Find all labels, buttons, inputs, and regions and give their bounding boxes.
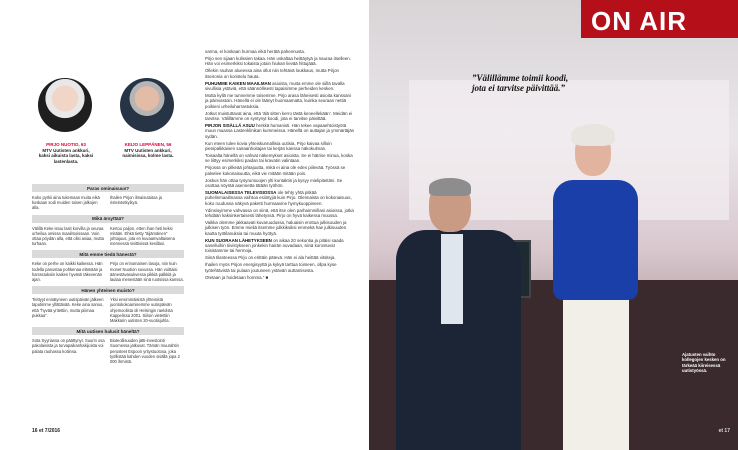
paragraph-lead: PUHUMME KAIKEN MAAILMAN <box>205 80 271 86</box>
answers-1 <box>32 195 184 211</box>
answer-2-keijo: Kertoo paljon, etten ihan heti keksi mitään. Ehkä tietty ”äijämäinen” johtajuus, jota en kuvaamvaltaisena mennessä sivittisissä kesillasi. <box>110 225 175 247</box>
photo-page <box>369 0 738 450</box>
portrait-pirjo <box>38 78 92 132</box>
person1-desc: MTV Uutisten ankkuri, kaksi aikuista lasta, kaksi lastenlasta. <box>38 147 94 164</box>
photo-pirjo <box>539 120 659 450</box>
paragraph-text: Pirjo sen sijaan kulissien takaa. Hän uskaltaa heittäytyä ja nauraa itselleen. Hän voi esimerkiksi tokaista jotain hiukan lievää hittujäää. <box>205 55 351 67</box>
paragraph-text: Siinä tilanteessa Pirjo on erittäin pätevä. Hän ei ala heittää vitsiteja. <box>205 255 336 261</box>
answers-4 <box>32 297 184 323</box>
answers-2 <box>32 226 184 247</box>
on-air-text: ON AIR <box>591 6 688 36</box>
paragraph-text: Ollekin rauhan alueessa aina ollut niin tehtävä loukkaus, mutta Pirjon itseironia on koristelu hauta. <box>205 68 339 79</box>
article-paragraph <box>205 220 355 236</box>
paragraph-lead: KUN SUORAAN LÄHETYKSEEN <box>205 237 272 243</box>
question-5: Mitä uutisen halusit häneltä? <box>32 327 184 335</box>
answer-2-pirjo: Välillä Keke istuu lasit korvilla ja seuraa urheilua omissa maailmoissaan. Voin ottaa pöydän alla, että olisi asiaa, mutta turhaan. <box>32 225 104 247</box>
qa-section <box>32 180 184 364</box>
article-paragraph <box>205 93 355 109</box>
article-paragraph <box>205 275 355 280</box>
answer-3-pirjo: Keke on perhe on kaikki kaikessa. Hän todella panostaa pohkenaa elämään ja harrastuksiin kaiken hyvästi täkevenän ajan. <box>32 261 103 283</box>
article-paragraph <box>205 68 355 79</box>
question-1: Paras ominaisuus? <box>32 184 184 192</box>
article-paragraph <box>205 123 355 139</box>
article-paragraph <box>205 49 355 54</box>
answers-3 <box>32 261 184 282</box>
article-paragraph <box>205 208 355 219</box>
article-paragraph <box>205 111 355 122</box>
pull-quote: ”Välillämme toimii koodi, jota ei tarvitse päivittää.” <box>472 73 569 93</box>
person2-desc: MTV Uutisten ankkuri, naimisissa, kolme lasta. <box>122 147 174 158</box>
person1-caption <box>38 142 94 164</box>
paragraph-text: Pirjossa on pilkeää johtajuutta, mikä ei aina ole edes piilevää. Työssä se palvelee kokonaisuutta, eikä vie mitään mitään pois. <box>205 165 346 176</box>
article-paragraph <box>205 56 355 67</box>
question-4: Hänen yhteinen muisto? <box>32 286 184 294</box>
question-3: Mitä emme tiedä hänestä? <box>32 250 184 258</box>
answers-5 <box>32 338 184 364</box>
person2-caption <box>120 142 176 159</box>
article-paragraph <box>205 81 355 92</box>
answer-3-keijo: Pirjo on erinomainen lasoja, niin kuin monet Nuotion suvussa. Hän voittaisi äänestävasukvessa pikkiä palkkiä ja laulaa menestään sinä ruotsissa kanssa. <box>110 261 184 283</box>
answer-4-keijo: Yksi ensimmäisistä yhteisistä juontokokoamisemme uutispäivän ohjemoolista oli Helsingin raelolsta Kappelissa 2001. Siiloin vietettiin Makkarin uutisten 20-vuotisjuhla. <box>110 297 173 324</box>
article-paragraph <box>205 178 355 189</box>
paragraph-text: varma, ei koskaan hurmaa eikä herätä pahennusta. <box>205 49 306 54</box>
answer-5-keijo: Bioteollisuuden jätti-investointi Suomessa jatkuvat. Tämän muurahtin perusteet Espoon yritystuotosa, joka työllistää kahden vuoden sisällä jopa 2 000 ihmistä. <box>110 338 180 365</box>
paragraph-lead: SUOMALAISESSA TELEVISIOSSA <box>205 189 277 195</box>
on-air-sign <box>581 0 738 38</box>
paragraph-lead: PIRJON SISÄLLÄ ASUU <box>205 122 255 128</box>
page-number-left: 16 <box>32 428 38 434</box>
article-paragraph <box>205 141 355 152</box>
right-folio: et 17 <box>718 428 730 434</box>
paragraph-text: Otetaan ja hoidetaan homma.” ■ <box>205 274 269 280</box>
paragraph-text: Jotkut muistuttavat aina, että ’älä sitten kerro tästä keneellekään’. Meidän ei tarvitse. Välillämme on syntynyt koodi, jota ei tarvitse päivittää. <box>205 110 353 121</box>
paragraph-text: Vaikka olemme jakkaavati kuvaruudussa, haluaisin erottua julkisuuden ja julkisen työn. Emme mieliä itsemme julkkiksiksi emmekä hae julkisuuden kautta työtilanuksia tai muuta hyötyä. <box>205 219 347 236</box>
paragraph-text: Kun eteen tulee kovia yhteiskunnallisia uutisia, Pirjo kaivaa silloin pienipalkkaisen sairaanhoitajan tai kerjän kanssa näkokulman. <box>205 140 332 151</box>
paragraph-text: Mutta kyllä me tunnemme toisemme. Pirjo arasa läheisesti asioita kanssani ja päinvastoin. Hänellä ei ole läänyt huomaamatta, kuinka seuraan nettiä poikieni urheiluharrastuksia. <box>205 92 351 109</box>
issue-number-left: 7/2016 <box>44 428 61 434</box>
paragraph-text: Ydinsisyimme vahvassa on siinä, että itse olen parhaimmillani asioissa, jotka tehdään kaksinkertaisesti lähetyssä. Pirjo on hyvä kaikessa muussa. <box>205 207 354 218</box>
paragraph-text: herkkä humanisti. Hän tekee vapaaehtoistyötä muun muassa Lastenklinikan kummeissa. Hänellä on auttajan ja ymmärtäjän sydän. <box>205 122 355 139</box>
magazine-name-left: et <box>38 428 44 434</box>
answer-1-keijo: Ihailen Pirjon ilmaisutaitoa ja risteintotkyikyä. <box>110 195 162 206</box>
answer-5-pirjo: Sota Syyriassa on päättynyt. Suurin osa pakolaisista ja turvapaikanhakijoista voi palata rauhassa kotiinsa. <box>32 338 105 354</box>
answer-1-pirjo: Koko pyrkii aina tukemaan muita eikä koskaan sodi muiden toisen jalkojen alla. <box>32 195 100 211</box>
person1-name: PIRJO NUOTIO, 63 <box>46 142 86 147</box>
answer-4-pirjo: Tiettyyt ennätyneen uutispäivän jälkeen taputimme yllättävää. Keke aina sanoo, että ”hyvää yritettiin, mutta piiimaa pukkaa”. <box>32 297 104 318</box>
portrait-keijo <box>120 78 174 132</box>
photo-caption: Ajatusten vaihto kollegojen kesken on tärkeää kiireisessä uutistyössä. <box>682 352 726 373</box>
article-paragraph <box>205 165 355 176</box>
person2-name: KEIJO LEPPÄNEN, 56 <box>124 142 172 147</box>
article-paragraph <box>205 190 355 206</box>
paragraph-text: Toisaalta hänellä on vahvat näkemykset asioista. Se ei hätrise minua, koska se liittyy esimerkiksi paidan tai kravatin valintaan. <box>205 152 353 164</box>
article-column <box>205 49 355 281</box>
paragraph-text: ole tehty yhtä pitkää puhelinmaailmassa vaihtoa esiintyjiä kuin Pirjo. Olennaista on kokonaisuus, koko ruudussa näkyvä paketti hurmaavine hymykuoppineen. <box>205 189 352 206</box>
paragraph-text: on aikaa 20 sekuntia ja pitäisi saada sanelluihin tiivistykseen jonkekin hairän nuvadaan, siinä korostuvat toisistamme tai hermoja. <box>205 237 344 254</box>
question-2: Mikä ärsyttää? <box>32 215 184 223</box>
paragraph-text: Joskus hän ottaa työyrunsuojen ylti kontaktin ja kysyy mielipiteitäni. Se osottaa nöyrää asennetta tätään työhön. <box>205 177 343 188</box>
article-paragraph <box>205 255 355 260</box>
article-paragraph <box>205 238 355 254</box>
paragraph-text: asioista, mutta emme ole siillä tavalla sivullisia ystäviä, että säännöllisesti tapaisimme perheiden kesken. <box>205 80 345 91</box>
paragraph-text: Ihailen myös Pirjon energisyyttä ja kykyä tarttua toimeen, ollpa kyse työtehtävistä tai pulaan joutuneen ystävän auttamisesta. <box>205 262 337 273</box>
photo-keijo <box>391 180 521 450</box>
left-folio <box>32 428 60 434</box>
article-paragraph <box>205 262 355 273</box>
article-paragraph <box>205 153 355 164</box>
